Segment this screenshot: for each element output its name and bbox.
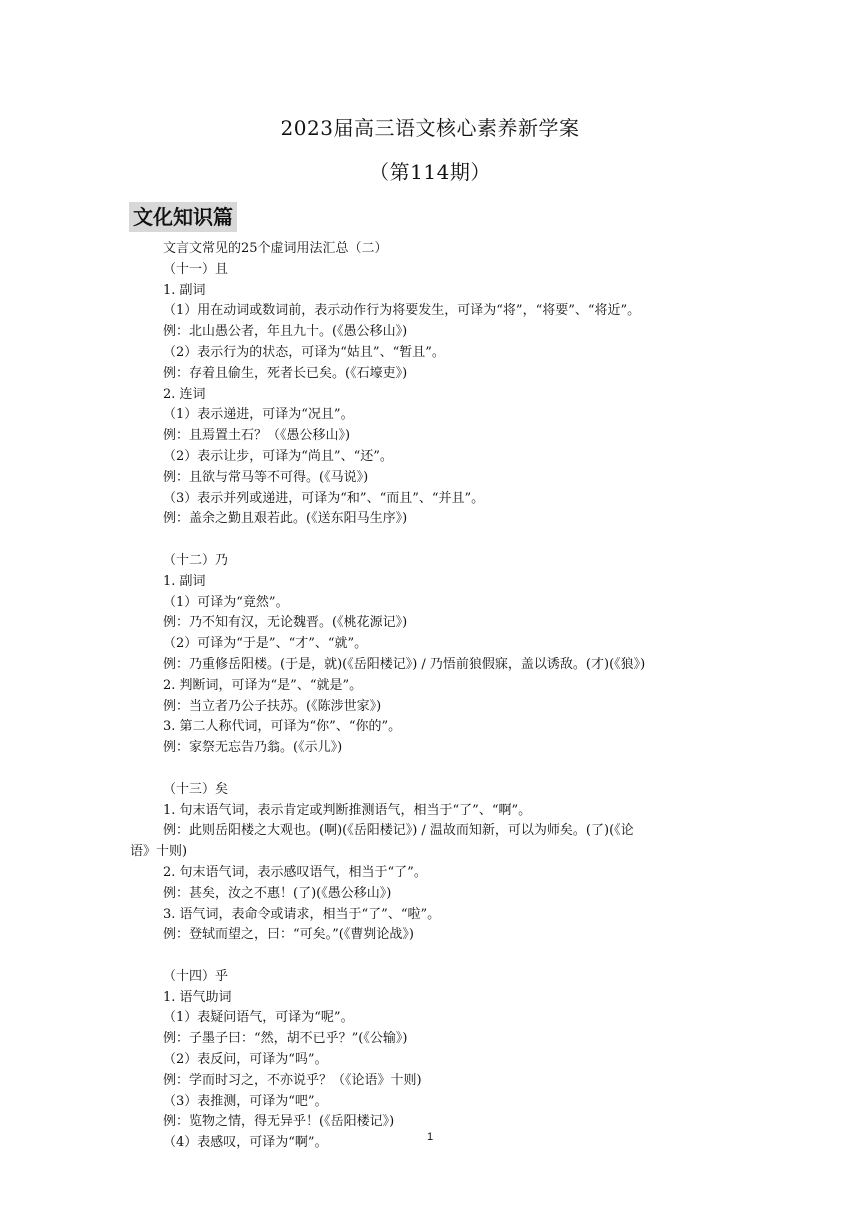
body-line: （十一）且 (163, 261, 229, 277)
body-line: 2. 判断词，可译为“是”、“就是”。 (163, 677, 363, 693)
body-line: 例：北山愚公者，年且九十。(《愚公移山》) (163, 324, 408, 340)
body-line: 例：子墨子曰：“然，胡不已乎？”(《公输》) (163, 1031, 408, 1047)
body-line: 3. 第二人称代词，可译为“你”、“你的”。 (163, 719, 402, 735)
document-body (130, 239, 723, 1154)
body-line: 3. 语气词，表命令或请求，相当于“了”、“啦”。 (163, 906, 441, 922)
body-line: 例：存着且偷生，死者长已矣。(《石壕吏》) (163, 365, 408, 381)
body-line: （3）表推测，可译为“吧”。 (163, 1093, 328, 1109)
body-line: （十二）乃 (163, 552, 229, 568)
body-line: 1. 句末语气词，表示肯定或判断推测语气，相当于“了”、“啊”。 (163, 802, 532, 818)
body-line: （3）表示并列或递进，可译为“和”、“而且”、“并且”。 (163, 490, 485, 506)
body-line: （2）可译为“于是”、“才”、“就”。 (163, 636, 368, 652)
body-line: （1）表示递进，可译为“况且”。 (163, 407, 354, 423)
body-line: 1. 副词 (163, 282, 206, 298)
body-line: 例：当立者乃公子扶苏。(《陈涉世家》) (163, 698, 382, 714)
body-line: （十四）乎 (163, 968, 229, 984)
body-line: 例：乃重修岳阳楼。(于是，就)(《岳阳楼记》) / 乃悟前狼假寐，盖以诱敌。(才)(《狼》) (163, 656, 646, 672)
issue-number: （第114期） (369, 160, 491, 184)
body-line: 2. 连词 (163, 386, 206, 402)
body-line: （1）用在动词或数词前，表示动作行为将要发生，可译为“将”，“将要”、“将近”。 (163, 303, 641, 319)
blank-line (163, 946, 723, 967)
body-line: 例：登轼而望之，曰：“可矣。”(《曹刿论战》) (163, 927, 414, 943)
body-line: 2. 句末语气词，表示感叹语气，相当于“了”。 (163, 864, 427, 880)
body-line: 例：盖余之勤且艰若此。(《送东阳马生序》) (163, 511, 408, 527)
body-line: （十三）矣 (163, 781, 229, 797)
body-line: 1. 语气助词 (163, 989, 232, 1005)
body-line: 例：且焉置土石？（《愚公移山》) (163, 428, 351, 444)
body-line: （1）表疑问语气，可译为“呢”。 (163, 1010, 354, 1026)
body-line: （2）表示让步，可译为“尚且”、“还”。 (163, 448, 393, 464)
body-line: 例：甚矣，汝之不惠！(了)(《愚公移山》) (163, 885, 392, 901)
page-number: 1 (426, 1131, 434, 1143)
blank-line (163, 759, 723, 780)
body-line: 例：此则岳阳楼之大观也。(啊)(《岳阳楼记》) / 温故而知新，可以为师矣。(了)(《论 (163, 823, 634, 839)
body-line: （1）可译为“竟然”。 (163, 594, 289, 610)
body-line: （2）表示行为的状态，可译为“姑且”、“暂且”。 (163, 344, 445, 360)
body-line: 例：且欲与常马等不可得。(《马说》) (163, 469, 369, 485)
body-line: 例：家祭无忘告乃翁。(《示儿》) (163, 740, 343, 756)
blank-line (163, 530, 723, 551)
body-line: 1. 副词 (163, 573, 206, 589)
body-subtitle: 文言文常见的25个虚词用法汇总（二） (163, 241, 388, 256)
body-line: （4）表感叹，可译为“啊”。 (163, 1135, 328, 1151)
section-heading: 文化知识篇 (129, 202, 237, 232)
body-line: 语》十则) (130, 844, 188, 860)
body-line: 例：学而时习之，不亦说乎？（《论语》十则) (163, 1072, 422, 1088)
document-title: 2023届高三语文核心素养新学案 (280, 116, 580, 140)
body-line: （2）表反问，可译为“吗”。 (163, 1052, 328, 1068)
body-line: 例：乃不知有汉，无论魏晋。(《桃花源记》) (163, 615, 408, 631)
body-line: 例：览物之情，得无异乎！(《岳阳楼记》) (163, 1114, 395, 1130)
